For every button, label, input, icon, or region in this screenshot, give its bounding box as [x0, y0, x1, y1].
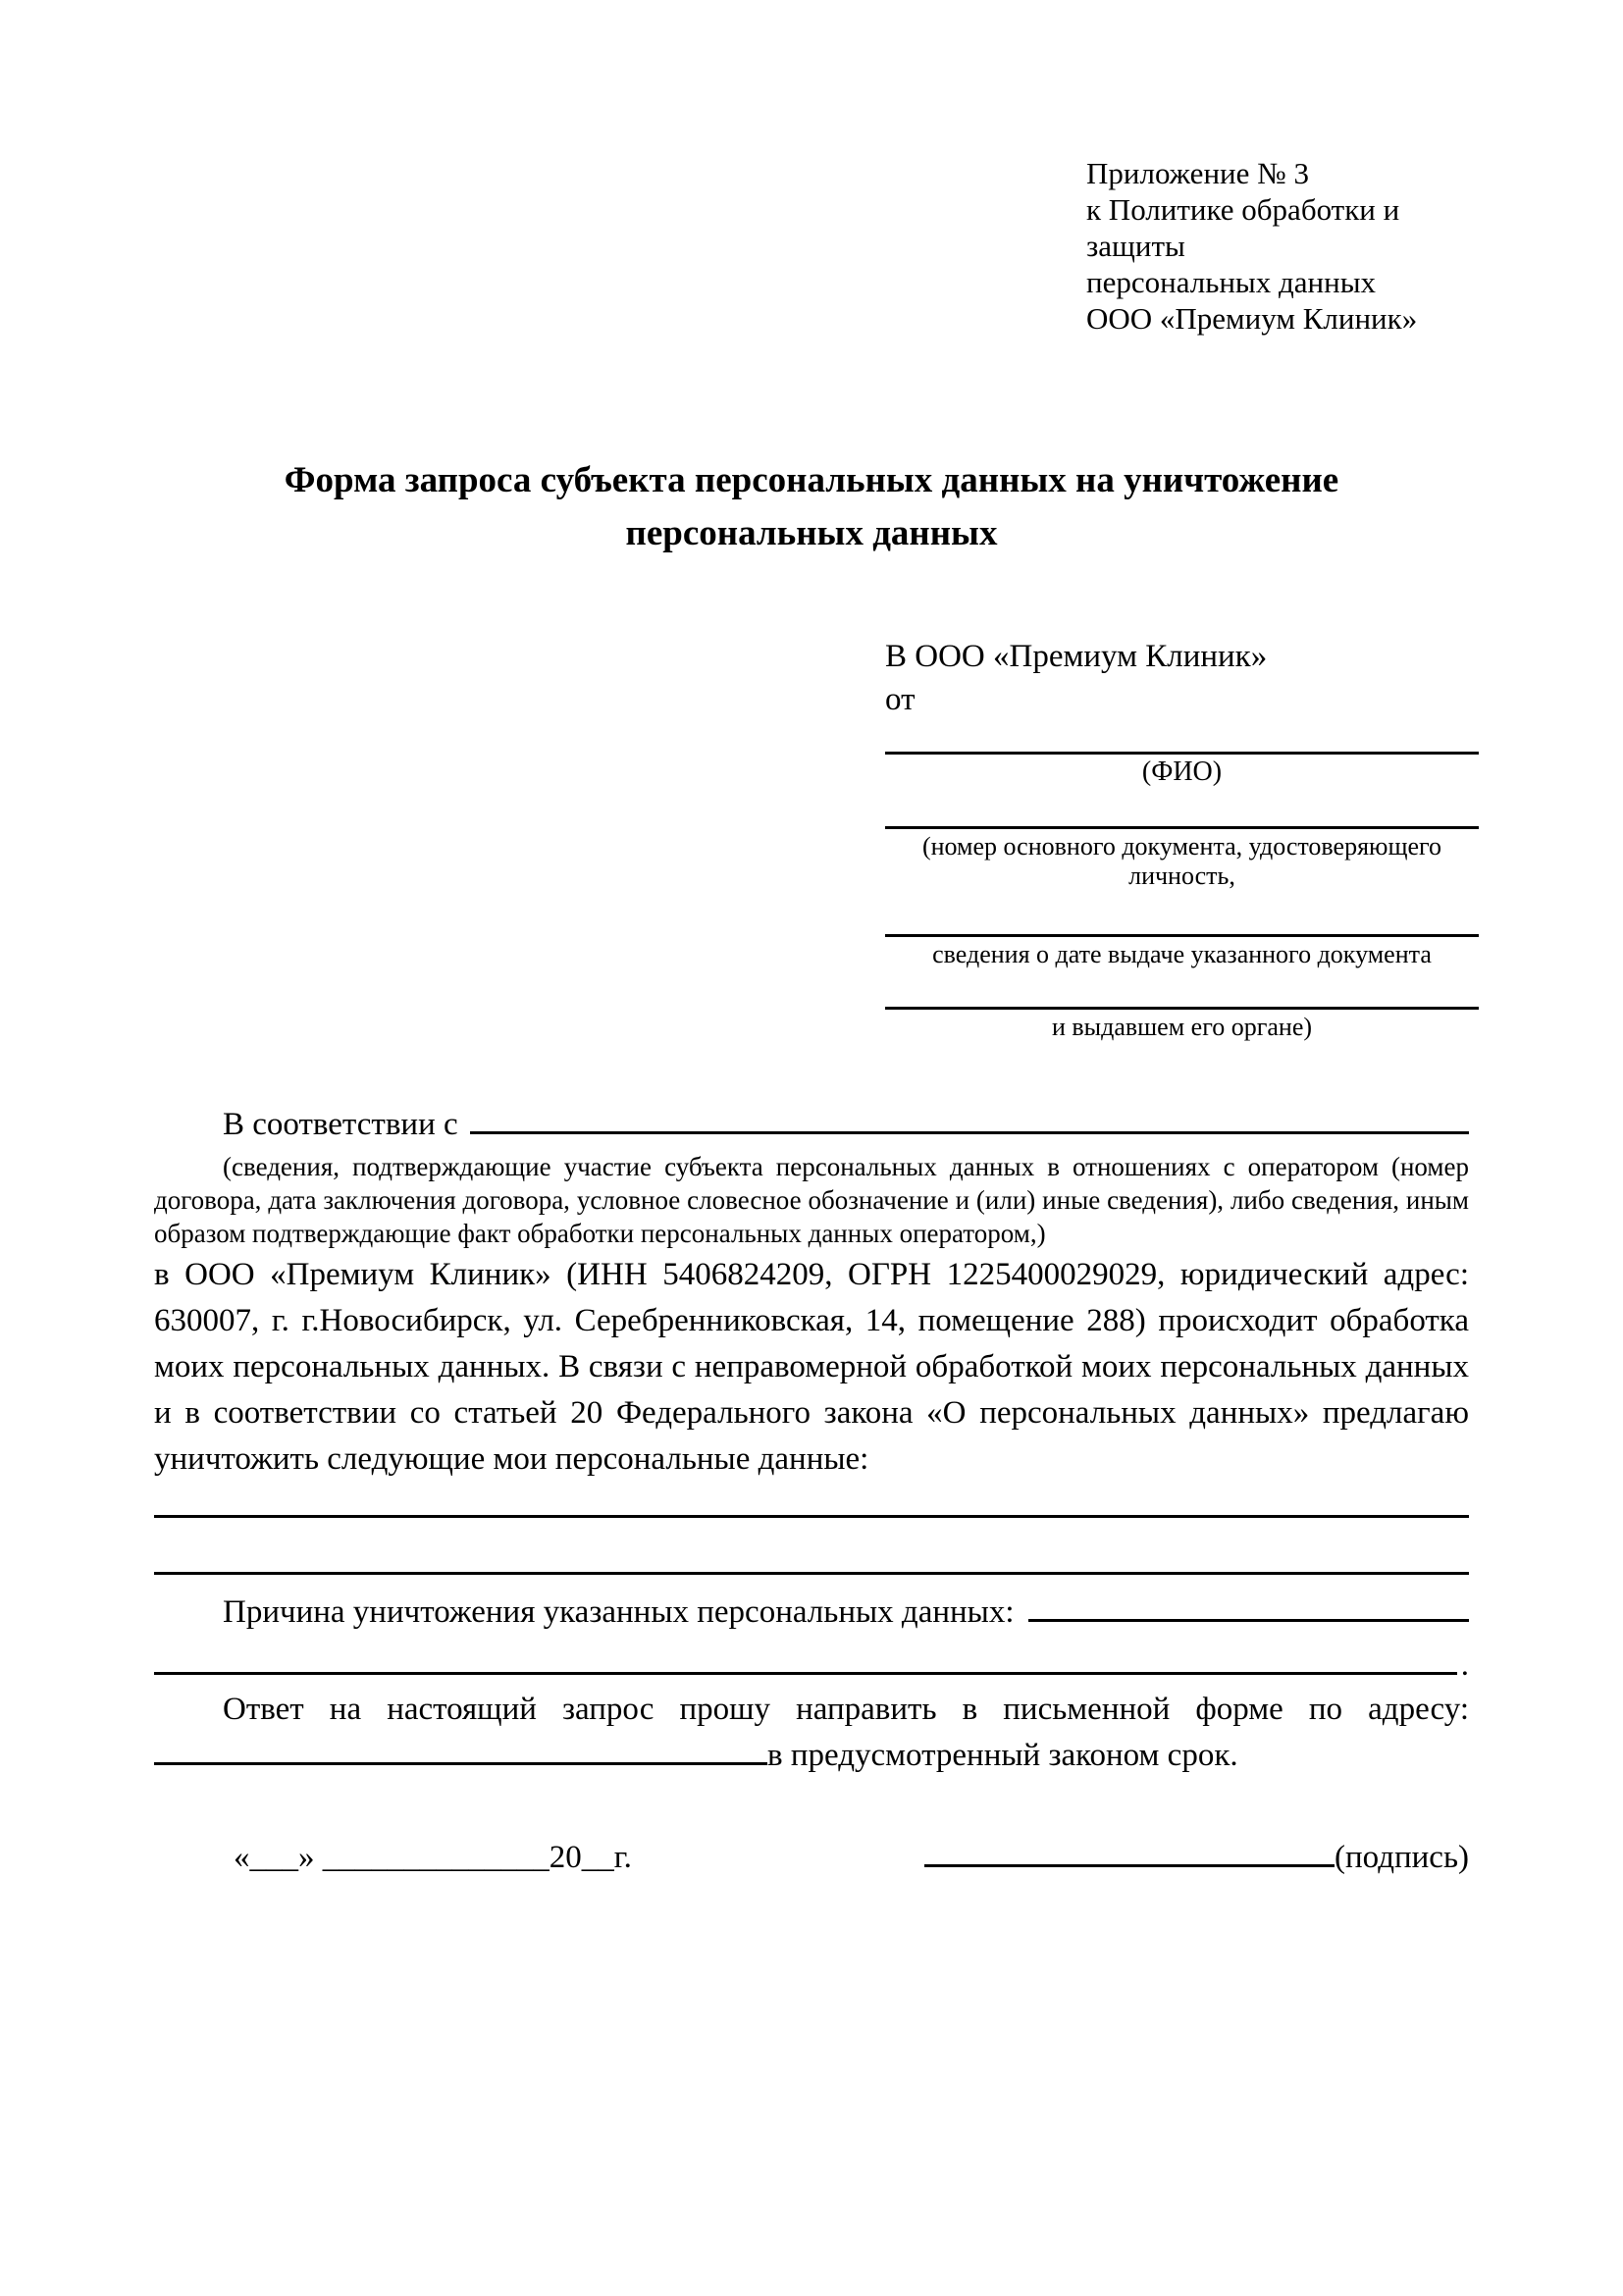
document-number-caption: (номер основного документа, удостоверяющего личность,	[921, 832, 1442, 890]
date-signature-row	[154, 1835, 1469, 1880]
appendix-header-line: Приложение № 3	[1086, 156, 1309, 190]
accordance-footnote: (сведения, подтверждающие участие субъекта персональных данных в отношениях с оператором (номер договора, дата заключения договора, условное словесное обозначение и (или) иные сведения), либо сведения, иным образом подтверждающие факт обработки персональных данных оператором,)	[154, 1152, 1469, 1248]
response-tail-text: в предусмотренный законом срок.	[767, 1738, 1238, 1773]
address-fill-line	[154, 1762, 767, 1765]
reason-fill-line-2	[154, 1672, 1457, 1675]
main-paragraph: в ООО «Премиум Клиник» (ИНН 5406824209, ОГРН 1225400029029, юридический адрес: 630007, г. г.Новосибирск, ул. Серебренниковская, 14, помещение 288) происходит обработка моих персональных данных. В связи с неправомерной обработкой моих персональных данных и в соответствии со статьей 20 Федерального закона «О персональных данных» предлагаю уничтожить следующие мои персональные данные:	[154, 1257, 1469, 1477]
date-blank: «___» ______________20__г.	[234, 1840, 632, 1875]
addressee-block	[885, 637, 1479, 1042]
appendix-header-line: персональных данных	[1086, 265, 1377, 299]
accordance-fill-line	[470, 1131, 1469, 1134]
addressee-to: В ООО «Премиум Клиник»	[885, 639, 1268, 674]
appendix-header	[1086, 155, 1469, 337]
document-title: Форма запроса субъекта персональных данных на уничтожение персональных данных	[284, 460, 1339, 553]
personal-data-fill-line-1	[154, 1483, 1469, 1518]
signature-fill-line	[924, 1864, 1335, 1867]
reason-row	[154, 1575, 1469, 1630]
reason-label: Причина уничтожения указанных персональных данных:	[223, 1594, 1015, 1630]
addressee-from-label: от	[885, 682, 916, 717]
appendix-header-line: ООО «Премиум Клиник»	[1086, 301, 1418, 336]
signature-group	[924, 1835, 1469, 1880]
accordance-row	[154, 1103, 1469, 1146]
issuing-authority-caption: и выдавшем его органе)	[1051, 1013, 1313, 1041]
appendix-header-line: к Политике обработки и защиты	[1086, 192, 1400, 263]
fio-caption: (ФИО)	[1141, 757, 1223, 787]
personal-data-fill-line-2	[154, 1518, 1469, 1575]
reason-period: .	[1460, 1647, 1469, 1683]
accordance-lead-text: В соответствии с	[223, 1107, 458, 1142]
response-request-text: Ответ на настоящий запрос прошу направить в письменной форме по адресу:	[223, 1692, 1469, 1727]
signature-caption: (подпись)	[1335, 1840, 1469, 1875]
issue-date-caption: сведения о дате выдаче указанного документа	[932, 940, 1432, 968]
reason-fill-line	[1028, 1619, 1469, 1622]
response-address-row	[154, 1733, 1469, 1778]
